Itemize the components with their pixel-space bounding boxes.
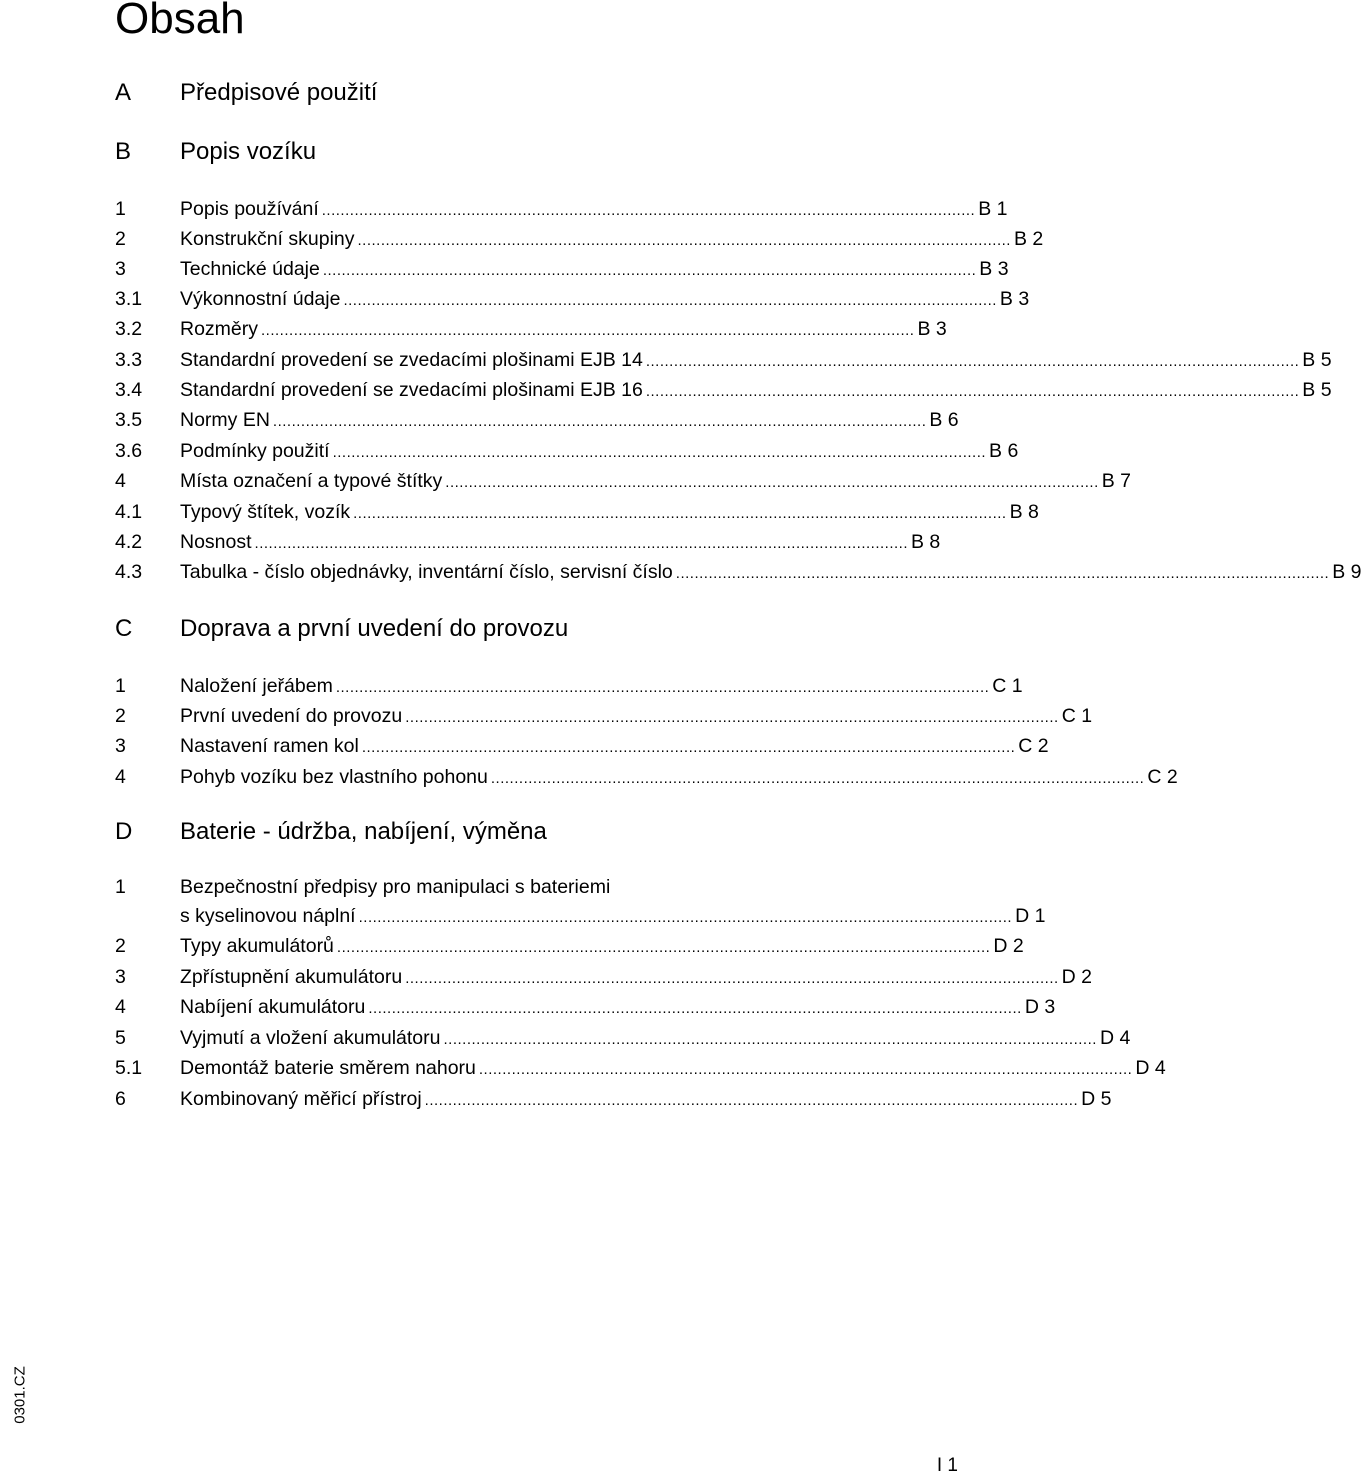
entry-page: B 7 (1101, 470, 1132, 492)
toc-entry[interactable] (0, 876, 1046, 931)
entry-title: Tabulka - číslo objednávky, inventární číslo, servisní číslo (180, 561, 673, 583)
entry-title: Nastavení ramen kol (180, 735, 359, 757)
toc-entry[interactable] (0, 284, 1030, 314)
entry-page: D 2 (993, 935, 1024, 957)
toc-entry[interactable] (0, 436, 1019, 466)
toc-entry[interactable] (0, 375, 1332, 405)
entry-page: C 1 (992, 675, 1023, 697)
entry-title: Vyjmutí a vložení akumulátoru (180, 1027, 441, 1049)
dot-leader: ............................................................................................................................................ (357, 232, 1011, 249)
toc-entry[interactable] (0, 194, 1008, 224)
entry-title: Konstrukční skupiny (180, 228, 355, 250)
section-heading-c (0, 612, 960, 646)
toc-entry[interactable] (0, 1023, 1131, 1053)
section-heading-b (0, 135, 960, 169)
entry-title: Rozměry (180, 318, 259, 340)
entry-page: C 2 (1018, 735, 1049, 757)
entry-page: B 6 (989, 440, 1019, 462)
entry-title: Kombinovaný měřicí přístroj (180, 1088, 422, 1110)
toc-entry[interactable] (0, 254, 1009, 284)
entry-page: B 2 (1013, 228, 1044, 250)
entry-title: Zpřístupnění akumulátoru (180, 966, 403, 988)
dot-leader: ............................................................................................................................................ (335, 679, 990, 696)
toc-entry[interactable] (0, 762, 1178, 792)
section-title: Předpisové použití (180, 79, 378, 106)
entry-number: 5.1 (115, 1057, 143, 1079)
section-title: Doprava a první uvedení do provozu (180, 615, 569, 642)
dot-leader: ............................................................................................................................................ (336, 939, 991, 956)
entry-title: Místa označení a typové štítky (180, 470, 443, 492)
dot-leader: ............................................................................................................................................ (445, 474, 1099, 491)
entry-title: Výkonnostní údaje (180, 288, 341, 310)
toc-entry[interactable] (0, 731, 1049, 761)
entry-title: První uvedení do provozu (180, 705, 403, 727)
entry-number: 3 (115, 258, 126, 280)
entry-page: B 3 (999, 288, 1030, 310)
entry-title: Nosnost (180, 531, 252, 553)
dot-leader: ............................................................................................................................................ (322, 262, 977, 279)
dot-leader: ............................................................................................................................................ (424, 1092, 1079, 1109)
entry-number: 1 (115, 198, 126, 220)
toc-entry[interactable] (0, 931, 1024, 961)
dot-leader: ............................................................................................................................................ (368, 1000, 1022, 1017)
entry-page: D 2 (1061, 966, 1093, 988)
toc-entry[interactable] (0, 701, 1093, 731)
entry-page: C 1 (1061, 705, 1093, 727)
dot-leader: ............................................................................................................................................ (358, 909, 1013, 926)
section-letter: B (115, 138, 132, 165)
entry-number: 4 (115, 996, 126, 1018)
entry-title: Typy akumulátorů (180, 935, 334, 957)
entry-number: 5 (115, 1027, 126, 1049)
entry-page: D 5 (1081, 1088, 1112, 1110)
dot-leader: ............................................................................................................................................ (261, 322, 915, 339)
entry-page: D 4 (1135, 1057, 1166, 1079)
toc-entry[interactable] (0, 1084, 1112, 1114)
dot-leader: ............................................................................................................................................ (254, 535, 908, 552)
section-letter: C (115, 615, 133, 642)
entry-page: B 8 (911, 531, 941, 553)
dot-leader: ............................................................................................................................................ (675, 565, 1330, 582)
entry-number: 6 (115, 1088, 126, 1110)
section-heading-d (0, 815, 960, 849)
entry-number: 4 (115, 766, 126, 788)
document-code: 0301.CZ (11, 1366, 29, 1424)
entry-number: 2 (115, 228, 126, 250)
entry-title: Demontáž baterie směrem nahoru (180, 1057, 476, 1079)
dot-leader: ............................................................................................................................................ (490, 770, 1145, 787)
page-title: Obsah (115, 0, 245, 43)
page-number: I 1 (936, 1455, 958, 1476)
entry-title: Pohyb vozíku bez vlastního pohonu (180, 766, 488, 788)
toc-entry[interactable] (0, 314, 960, 344)
entry-number: 3.5 (115, 409, 143, 431)
entry-page: B 1 (978, 198, 1008, 220)
entry-page: D 1 (1015, 905, 1046, 927)
entry-page: B 8 (1009, 501, 1039, 523)
toc-entry[interactable] (0, 527, 960, 557)
dot-leader: ............................................................................................................................................ (353, 505, 1007, 522)
dot-leader: ............................................................................................................................................ (645, 353, 1300, 370)
entry-number: 4.2 (115, 531, 143, 553)
entry-number: 3.1 (115, 288, 143, 310)
entry-number: 3.3 (115, 349, 143, 371)
toc-entry[interactable] (0, 671, 1023, 701)
entry-number: 1 (115, 675, 126, 697)
entry-title: Typový štítek, vozík (180, 501, 351, 523)
entry-number: 3 (115, 966, 126, 988)
entry-page: B 6 (929, 409, 959, 431)
dot-leader: ............................................................................................................................................ (443, 1031, 1097, 1048)
section-letter: D (115, 818, 133, 845)
entry-title-line1: Bezpečnostní předpisy pro manipulaci s bateriemi (180, 876, 611, 898)
entry-title: Standardní provedení se zvedacími plošinami EJB 16 (180, 379, 643, 401)
entry-number: 3 (115, 735, 126, 757)
section-letter: A (115, 79, 132, 106)
dot-leader: ............................................................................................................................................ (405, 970, 1059, 987)
toc-entry[interactable] (0, 992, 1056, 1022)
entry-page: C 2 (1147, 766, 1178, 788)
dot-leader: ............................................................................................................................................ (478, 1061, 1133, 1078)
entry-page: D 3 (1024, 996, 1056, 1018)
dot-leader: ............................................................................................................................................ (405, 709, 1059, 726)
entry-page: B 5 (1302, 379, 1332, 401)
toc-entry[interactable] (0, 345, 1332, 375)
entry-number: 4.3 (115, 561, 143, 583)
toc-entry[interactable] (0, 466, 1132, 496)
dot-leader: ............................................................................................................................................ (645, 383, 1300, 400)
dot-leader: ............................................................................................................................................ (272, 413, 927, 430)
toc-entry[interactable] (0, 557, 1362, 587)
entry-title: Popis používání (180, 198, 319, 220)
entry-title: Podmínky použití (180, 440, 330, 462)
entry-page: B 5 (1302, 349, 1332, 371)
entry-title: Nabíjení akumulátoru (180, 996, 366, 1018)
dot-leader: ............................................................................................................................................ (321, 202, 976, 219)
toc-entry[interactable] (0, 962, 1093, 992)
dot-leader: ............................................................................................................................................ (343, 292, 997, 309)
entry-number: 4 (115, 470, 126, 492)
entry-number: 3.2 (115, 318, 143, 340)
entry-title: Technické údaje (180, 258, 320, 280)
entry-title: Standardní provedení se zvedacími plošinami EJB 14 (180, 349, 643, 371)
toc-entry[interactable] (0, 1053, 1166, 1083)
entry-number: 3.4 (115, 379, 143, 401)
entry-page: B 3 (917, 318, 947, 340)
toc-entry[interactable] (0, 224, 1044, 254)
entry-number: 4.1 (115, 501, 143, 523)
entry-number: 2 (115, 935, 126, 957)
section-title: Popis vozíku (180, 138, 317, 165)
entry-page: B 9 (1332, 561, 1362, 583)
entry-page: B 3 (979, 258, 1009, 280)
toc-entry[interactable] (0, 405, 960, 435)
entry-title: Normy EN (180, 409, 270, 431)
entry-title: Naložení jeřábem (180, 675, 333, 697)
section-heading-a (0, 76, 960, 110)
section-title: Baterie - údržba, nabíjení, výměna (180, 818, 547, 845)
entry-number: 3.6 (115, 440, 143, 462)
toc-entry[interactable] (0, 497, 1039, 527)
entry-number: 2 (115, 705, 126, 727)
dot-leader: ............................................................................................................................................ (361, 739, 1016, 756)
entry-title: s kyselinovou náplní (180, 905, 356, 927)
dot-leader: ............................................................................................................................................ (332, 444, 987, 461)
entry-number: 1 (115, 876, 126, 898)
entry-page: D 4 (1099, 1027, 1131, 1049)
